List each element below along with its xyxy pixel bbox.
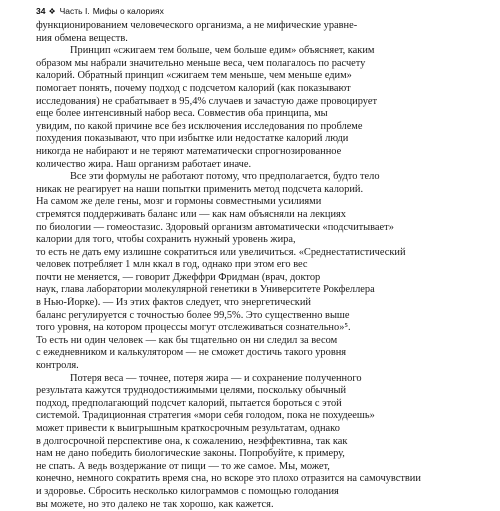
text-line: ния обмена веществ.: [36, 32, 128, 44]
text-line: подход, предполагающий подсчет калорий, пытается бороться с этой: [36, 397, 342, 409]
paragraph: [36, 373, 468, 511]
text-line: контроля.: [36, 360, 79, 372]
body-text: [36, 20, 468, 511]
text-line: функционированием человеческого организма, а не мифические уравне-: [36, 20, 358, 31]
chapter-title: Мифы о калориях: [92, 6, 164, 16]
paragraph: [36, 20, 468, 45]
text-line: исследования) не срабатывает в 95,4% случаев и зачастую даже провоцирует: [36, 95, 378, 107]
text-line: помогает понять, почему подход с подсчетом калорий (как показывают: [36, 82, 351, 94]
text-line: образом мы набрали значительно меньше веса, чем полагалось по расчету: [36, 57, 366, 69]
text-line: системой. Традиционная стратегия «мори себя голодом, пока не похудеешь»: [36, 410, 375, 422]
text-line: То есть ни один человек — как бы тщательно он ни следил за весом: [36, 334, 338, 346]
text-line: то есть не дать ему излишне сократиться или увеличиться. «Среднестатистический: [36, 246, 406, 258]
paragraph: [36, 45, 468, 171]
text-line: человек потребляет 1 млн ккал в год, однако при этом его вес: [36, 259, 308, 271]
text-line: никогда не набирают и не теряют математически спрогнозированное: [36, 145, 342, 157]
text-line: с ежедневником и калькулятором — не сможет достичь такого уровня: [36, 347, 347, 359]
text-line: Все эти формулы не работают потому, что предполагается, будто тело: [70, 171, 380, 183]
text-line: количество жира. Наш организм работает иначе.: [36, 158, 252, 170]
text-line: в долгосрочной перспективе она, к сожалению, неэффективна, так как: [36, 435, 348, 447]
text-line: в Нью-Йорке). — Из этих фактов следует, что энергетический: [36, 297, 311, 309]
text-line: и здоровье. Сбросить несколько килограммов с помощью голодания: [36, 485, 339, 497]
text-line: никак не реагирует на наши попытки применить метод подсчета калорий.: [36, 183, 364, 195]
text-line: калорий. Обратный принцип «сжигаем тем меньше, чем меньше едим»: [36, 70, 352, 82]
text-line: похудения показывают, что при избытке или недостатке калорий люди: [36, 133, 349, 145]
text-line: баланс регулируется с точностью более 99,5%. Это существенно выше: [36, 309, 350, 321]
ornament-icon: ❖: [48, 6, 56, 16]
text-line: по биологии — гомеостазис. Здоровый организм автоматически «подсчитывает»: [36, 221, 394, 233]
text-line: увидим, по какой причине все без исключения исследования по проблеме: [36, 120, 363, 132]
text-line: того уровня, на котором процессы могут отслеживаться сознательно»⁵.: [36, 322, 351, 334]
page-number: 34: [36, 6, 46, 16]
text-line: почти не меняется, — говорит Джеффри Фридман (врач, доктор: [36, 271, 321, 283]
text-line: может привести к выигрышным краткосрочным результатам, однако: [36, 423, 340, 434]
text-line: конечно, немного сократить время сна, но вскоре это плохо отразится на самочувствии: [36, 473, 421, 485]
text-line: вы можете, но это далеко не так хорошо, как кажется.: [36, 498, 274, 510]
running-header: [36, 5, 164, 17]
section-label: Часть I.: [59, 6, 90, 16]
paragraph: [36, 171, 468, 373]
text-line: еще более интенсивный набор веса. Совместив оба принципа, мы: [36, 108, 328, 120]
text-line: наук, глава лаборатории молекулярной генетики в Университете Рокфеллера: [36, 284, 375, 296]
text-line: стремятся поддерживать баланс или — как нам объясняли на лекциях: [36, 208, 346, 220]
text-line: калории для того, чтобы сохранить нужный уровень жира,: [36, 234, 296, 246]
text-line: На самом же деле гены, мозг и гормоны совместными усилиями: [36, 196, 322, 208]
text-line: Принцип «сжигаем тем больше, чем больше едим» объясняет, каким: [70, 45, 375, 57]
text-line: Потеря веса — точнее, потеря жира — и сохранение полученного: [70, 372, 362, 384]
text-line: не спать. А ведь воздержание от пищи — то же самое. Мы, может,: [36, 460, 330, 472]
text-line: результата кажутся труднодостижимыми целями, поскольку обычный: [36, 385, 347, 397]
text-line: нам не дано победить биологические законы. Попробуйте, к примеру,: [36, 448, 345, 460]
